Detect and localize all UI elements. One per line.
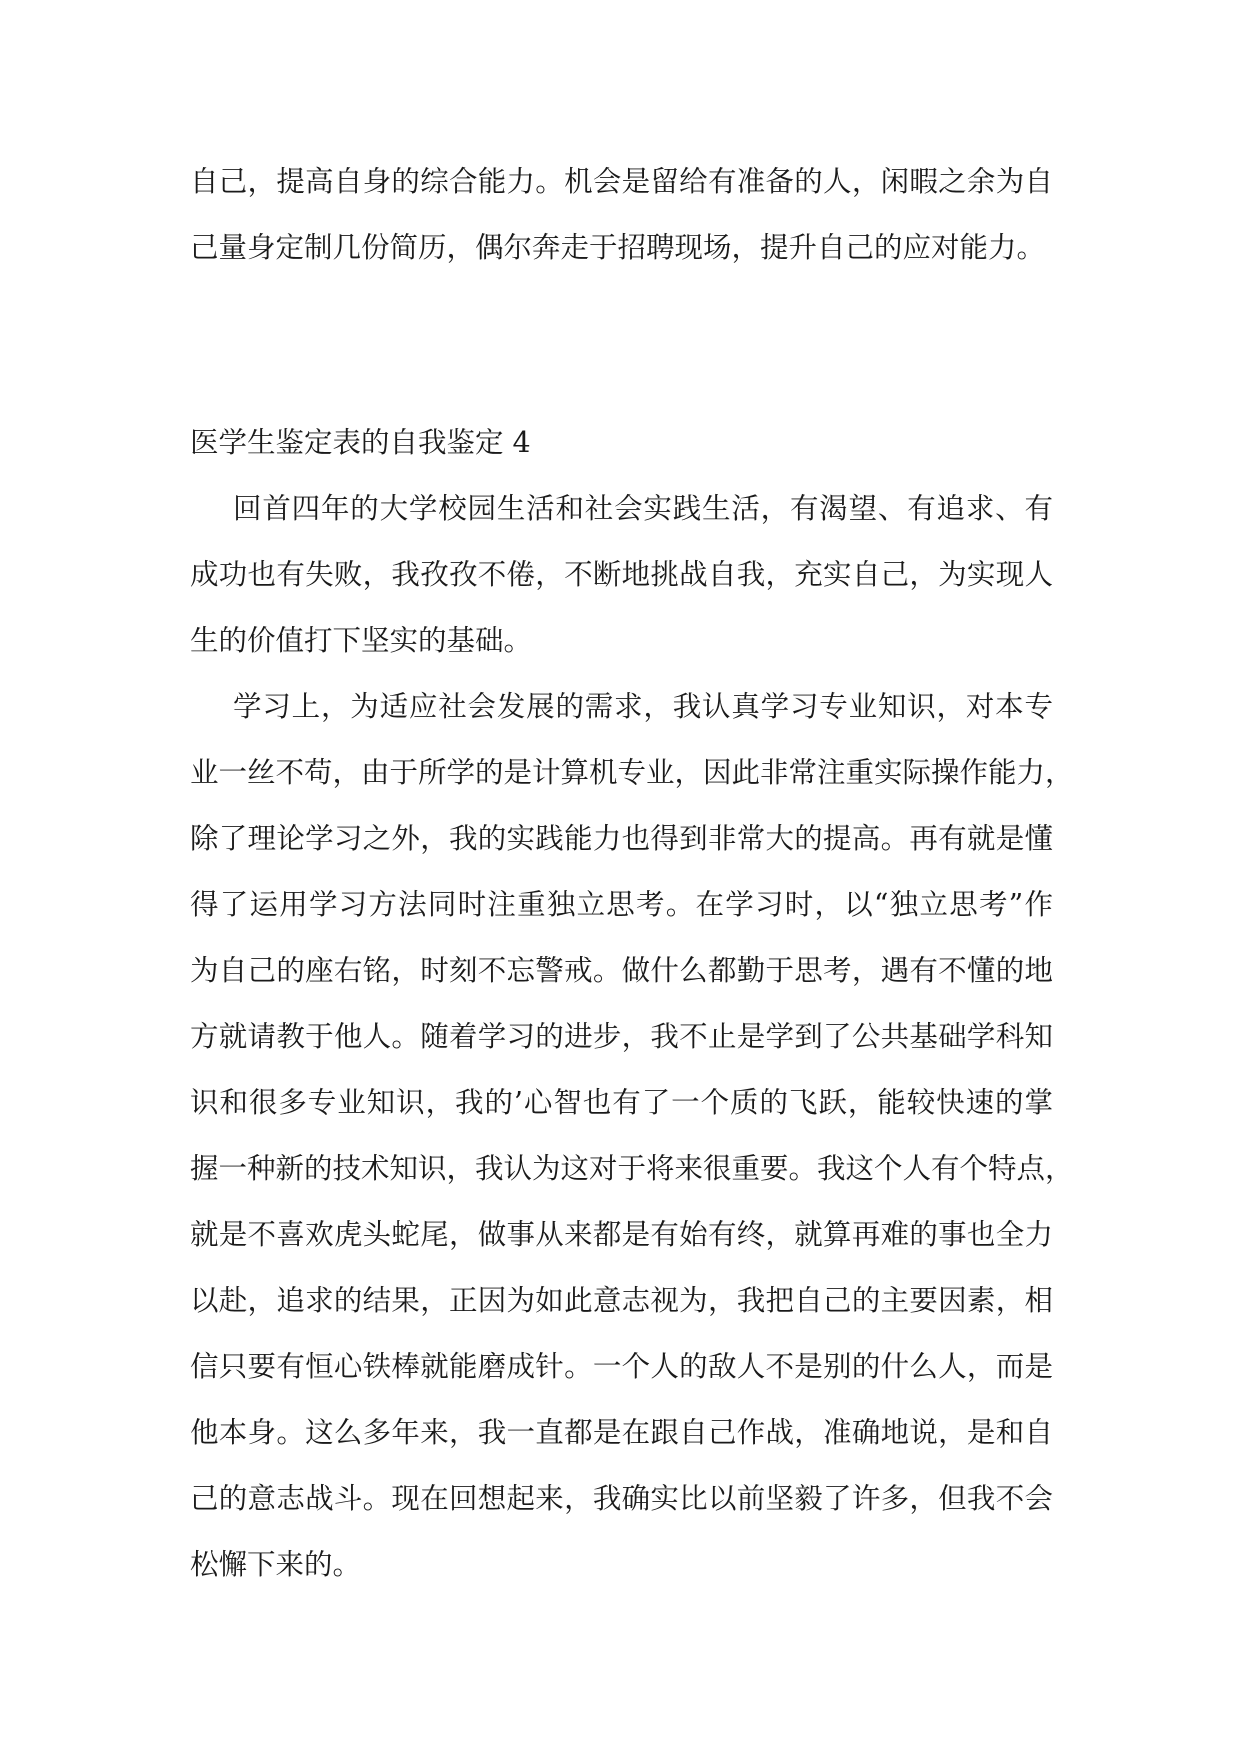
paragraph-line: 学习上，为适应社会发展的需求，我认真学习专业知识，对本专: [233, 690, 1053, 723]
paragraph-intro: [190, 476, 1053, 674]
section-heading: 医学生鉴定表的自我鉴定 4: [190, 426, 531, 459]
paragraph-line: 己量身定制几份简历，偶尔奔走于招聘现场，提升自己的应对能力。: [190, 231, 1046, 264]
paragraph-line: 握一种新的技术知识，我认为这对于将来很重要。我这个人有个特点，: [190, 1152, 1074, 1185]
paragraph-line: 信只要有恒心铁棒就能磨成针。一个人的敌人不是别的什么人，而是: [190, 1350, 1053, 1383]
continued-paragraph: [190, 149, 1053, 281]
paragraph-line: 生的价值打下坚实的基础。: [190, 624, 533, 657]
paragraph-line: 自己，提高自身的综合能力。机会是留给有准备的人，闲暇之余为自: [190, 165, 1053, 198]
paragraph-line: 己的意志战斗。现在回想起来，我确实比以前坚毅了许多，但我不会: [190, 1482, 1053, 1515]
paragraph-line: 松懈下来的。: [190, 1548, 362, 1581]
paragraph-line: 方就请教于他人。随着学习的进步，我不止是学到了公共基础学科知: [190, 1020, 1053, 1053]
paragraph-line: 就是不喜欢虎头蛇尾，做事从来都是有始有终，就算再难的事也全力: [190, 1218, 1053, 1251]
paragraph-line: 成功也有失败，我孜孜不倦，不断地挑战自我，充实自己，为实现人: [190, 558, 1053, 591]
paragraph-line: 除了理论学习之外，我的实践能力也得到非常大的提高。再有就是懂: [190, 822, 1053, 855]
paragraph-line: 他本身。这么多年来，我一直都是在跟自己作战，准确地说，是和自: [190, 1416, 1053, 1449]
paragraph-line: 回首四年的大学校园生活和社会实践生活，有渴望、有追求、有: [233, 492, 1053, 525]
paragraph-line: 得了运用学习方法同时注重独立思考。在学习时，以“独立思考”作: [190, 888, 1053, 921]
paragraph-line: 业一丝不苟，由于所学的是计算机专业，因此非常注重实际操作能力，: [190, 756, 1074, 789]
section: [190, 410, 1074, 1598]
paragraph-line: 以赴，追求的结果，正因为如此意志视为，我把自己的主要因素，相: [190, 1284, 1053, 1317]
paragraph-line: 为自己的座右铭，时刻不忘警戒。做什么都勤于思考，遇有不懂的地: [190, 954, 1053, 987]
paragraph-line: 识和很多专业知识，我的’心智也有了一个质的飞跃，能较快速的掌: [190, 1086, 1053, 1119]
paragraph-study: [190, 674, 1074, 1598]
